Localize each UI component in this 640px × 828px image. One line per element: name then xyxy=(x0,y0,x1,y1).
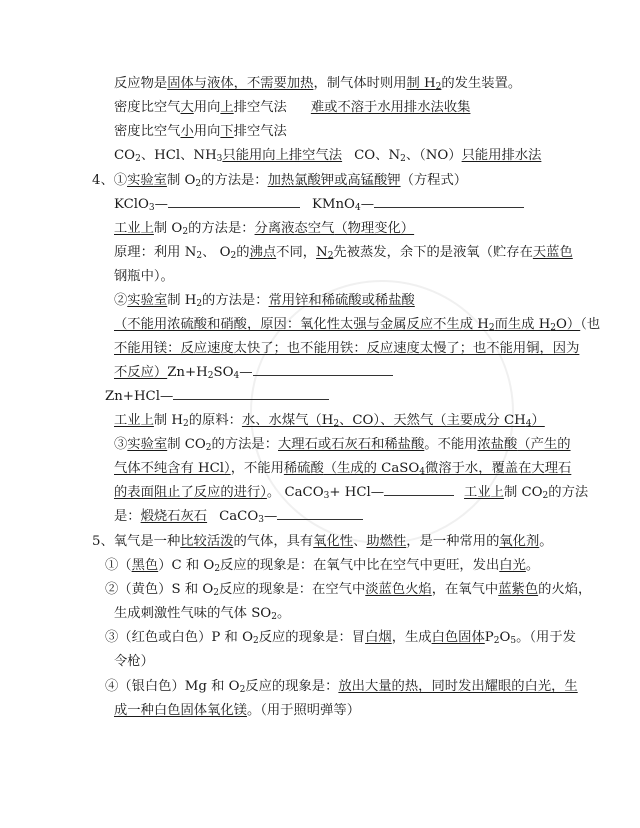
text-line: 反应物是固体与液体，不需要加热，制气体时则用制 $H_2$的发生装置。 xyxy=(114,76,522,92)
text-line: ①（黑色）C 和 $O_2$反应的现象是：在氧气中比在空气中更旺，发出白光。 xyxy=(105,558,540,574)
text-line: ②（黄色）S 和 $O_2$反应的现象是：在空气中淡蓝色火焰，在氧气中蓝紫色的火焰， xyxy=(105,582,592,598)
text-line: 钢瓶中）。 xyxy=(114,269,174,284)
text-line: $CO_2$、HCl、$NH_3$只能用向上排空气法 CO、$N_2$、（NO）只能用排水法 xyxy=(114,148,542,164)
text-line: ③（红色或白色）P 和 $O_2$反应的现象是：冒白烟，生成白色固体$P_2O_5$。（用于发 xyxy=(105,630,576,646)
answer-blank[interactable] xyxy=(253,363,393,376)
text-line: ②实验室制 $H_2$的方法是：常用锌和稀硫酸或稀盐酸 xyxy=(114,293,415,309)
answer-blank[interactable] xyxy=(374,195,524,208)
answer-blank[interactable] xyxy=(384,483,454,496)
text-line: 5、氧气是一种比较活泼的气体，具有氧化性、助燃性，是一种常用的氧化剂。 xyxy=(92,534,553,549)
text-line: 原理：利用 $N_2$、 $O_2$的沸点不同，$N_2$先被蒸发，余下的是液氧（贮存在天蓝色 xyxy=(114,245,573,261)
text-line: 是：煅烧石灰石 CaCO$_3$— xyxy=(114,507,363,527)
answer-blank[interactable] xyxy=(168,195,300,208)
answer-blank[interactable] xyxy=(173,387,329,400)
text-line: KClO$_3$— KMnO$_4$— xyxy=(114,195,524,215)
text-line: 4、①实验室制 $O_2$的方法是：加热氯酸钾或高锰酸钾（方程式） xyxy=(92,173,468,189)
text-line: 气体不纯含有 HCl），不能用稀硫酸（生成的 CaSO$_4$微溶于水，覆盖在大理石 xyxy=(114,461,572,477)
text-line: （不能用浓硫酸和硝酸，原因：氧化性太强与金属反应不生成 $H_2$而生成 $H_2O$）（也 xyxy=(114,317,601,333)
text-line: 生成刺激性气味的气体 $SO_2$。 xyxy=(114,606,291,622)
text-line: 的表面阻止了反应的进行）。 CaCO$_3$+ HCl— 工业上制 $CO_2$的方法 xyxy=(114,485,589,501)
text-line: Zn+HCl— xyxy=(105,387,329,407)
text-line: ④（银白色）Mg 和 $O_2$反应的现象是：放出大量的热，同时发出耀眼的白光，生 xyxy=(105,679,578,695)
text-line: 成一种白色固体氧化镁。（用于照明弹等） xyxy=(114,703,360,718)
text-line: 密度比空气小用向下排空气法 xyxy=(114,124,287,139)
text-line: 令枪） xyxy=(114,654,154,669)
text-line: 工业上制 $O_2$的方法是：分离液态空气（物理变化） xyxy=(114,221,415,237)
text-line: 不能用镁：反应速度太快了；也不能用铁：反应速度太慢了；也不能用铜，因为 xyxy=(114,341,580,356)
text-line: 密度比空气大用向上排空气法 难或不溶于水用排水法收集 xyxy=(114,100,471,115)
text-line: ③实验室制 $CO_2$的方法是：大理石或石灰石和稀盐酸。不能用浓盐酸（产生的 xyxy=(114,437,571,453)
text-line: 工业上制 $H_2$的原料：水、水煤气（$H_2$、CO）、天然气（主要成分 $CH_4$） xyxy=(114,413,545,429)
answer-blank[interactable] xyxy=(277,507,363,520)
text-line: 不反应）$Zn+H_2SO_4—$ xyxy=(114,363,393,383)
